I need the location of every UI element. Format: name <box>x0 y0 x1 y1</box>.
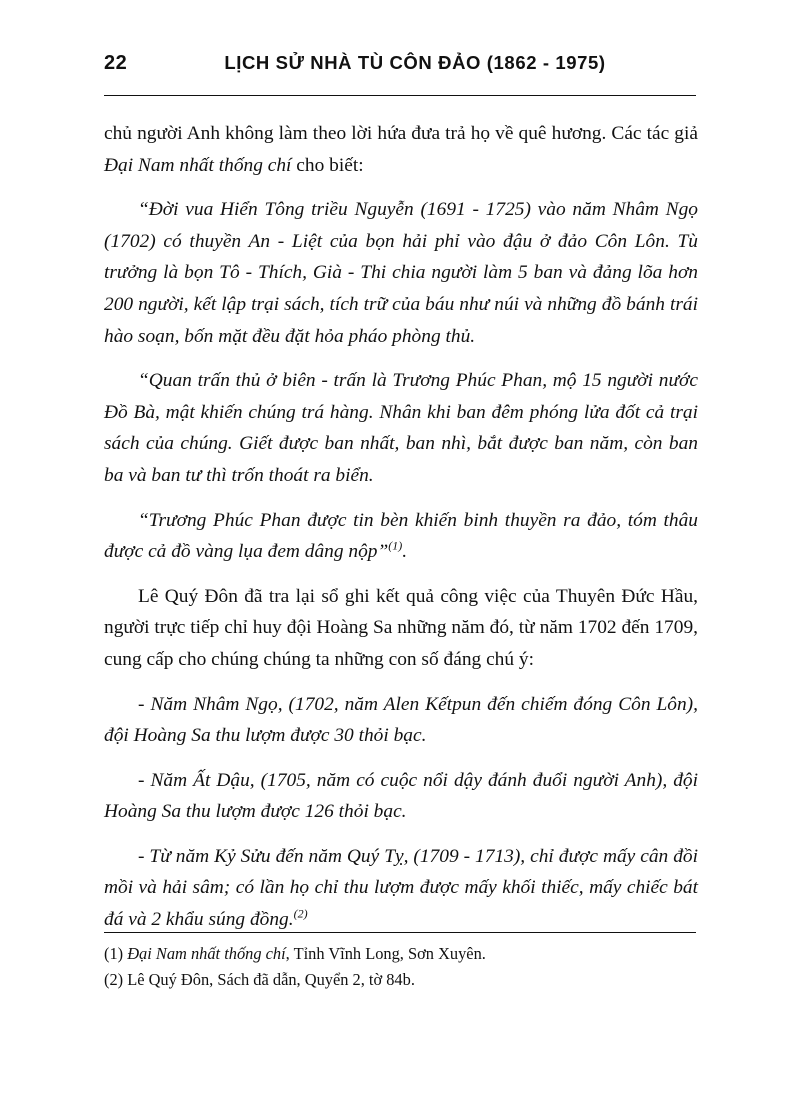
list-item-3-text: - Từ năm Kỷ Sửu đến năm Quý Tỵ, (1709 - 1713), chỉ được mấy cân đồi mồi và hải sâm; có lần họ chỉ thu lượm được mấy khối thiếc, mấy chiếc bát đá và 2 khẩu súng đồng. <box>104 845 698 931</box>
header-rule <box>104 95 696 96</box>
list-item-1: - Năm Nhâm Ngọ, (1702, năm Alen Kếtpun đến chiếm đóng Côn Lôn), đội Hoàng Sa thu lượm được 30 thỏi bạc. <box>104 693 698 747</box>
quote-paragraph-2: “Quan trấn thủ ở biên - trấn là Trương Phúc Phan, mộ 15 người nước Đồ Bà, mật khiến chúng trá hàng. Nhân khi ban đêm phóng lửa đốt cả trại sách của chúng. Giết được ban nhất, ban nhì, bắt được ban năm, còn ban ba và ban tư thì trốn thoát ra biển. <box>104 370 698 486</box>
page-number: 22 <box>104 52 128 74</box>
footnote-separator <box>104 932 696 933</box>
paragraph-le-quy-don: Lê Quý Đôn đã tra lại sổ ghi kết quả công việc của Thuyên Đức Hầu, người trực tiếp chỉ huy đội Hoàng Sa những năm đó, từ năm 1702 đến 1709, cung cấp cho chúng chúng ta những con số đáng chú ý: <box>104 585 698 670</box>
page-header <box>104 52 696 75</box>
list-item-3 <box>104 841 698 936</box>
page-body <box>104 118 698 936</box>
footnote-1-title: Đại Nam nhất thống chí <box>127 944 286 963</box>
book-title-dai-nam: Đại Nam nhất thống chí <box>104 154 292 176</box>
list-item-2: - Năm Ất Dậu, (1705, năm có cuộc nổi dậy đánh đuổi người Anh), đội Hoàng Sa thu lượm được 126 thỏi bạc. <box>104 769 698 823</box>
footnote-ref-2: (2) <box>293 906 308 921</box>
intro-text-part2: cho biết: <box>291 154 364 176</box>
quote-3-text: “Trương Phúc Phan được tin bèn khiến binh thuyền ra đảo, tóm thâu được cả đồ vàng lụa đem dâng nộp” <box>104 509 698 563</box>
footnote-ref-1: (1) <box>388 538 403 553</box>
footnote-1-number: (1) <box>104 944 128 963</box>
footnote-2: (2) Lê Quý Đôn, Sách đã dẫn, Quyển 2, tờ 84b. <box>104 970 415 989</box>
paragraph-intro <box>104 118 698 181</box>
running-title: LỊCH SỬ NHÀ TÙ CÔN ĐẢO (1862 - 1975) <box>224 52 606 73</box>
footnote-1-rest: , Tỉnh Vĩnh Long, Sơn Xuyên. <box>285 944 486 963</box>
intro-text-part1: chủ người Anh không làm theo lời hứa đưa trả họ về quê hương. Các tác giả <box>104 123 698 144</box>
quote-paragraph-3 <box>104 505 698 568</box>
footnote-1 <box>104 941 698 967</box>
quote-3-end: . <box>402 541 408 563</box>
quote-paragraph-1: “Đời vua Hiển Tông triều Nguyễn (1691 - 1725) vào năm Nhâm Ngọ (1702) có thuyền An - Liệt của bọn hải phỉ vào đậu ở đảo Côn Lôn. Tù trưởng là bọn Tô - Thích, Già - Thi chia người làm 5 ban và đảng lõa hơn 200 người, kết lập trại sách, tích trữ của báu như núi và những đồ bánh trái hào soạn, bốn mặt đều đặt hỏa pháo phòng thủ. <box>104 199 698 347</box>
footnotes-block <box>104 941 698 993</box>
